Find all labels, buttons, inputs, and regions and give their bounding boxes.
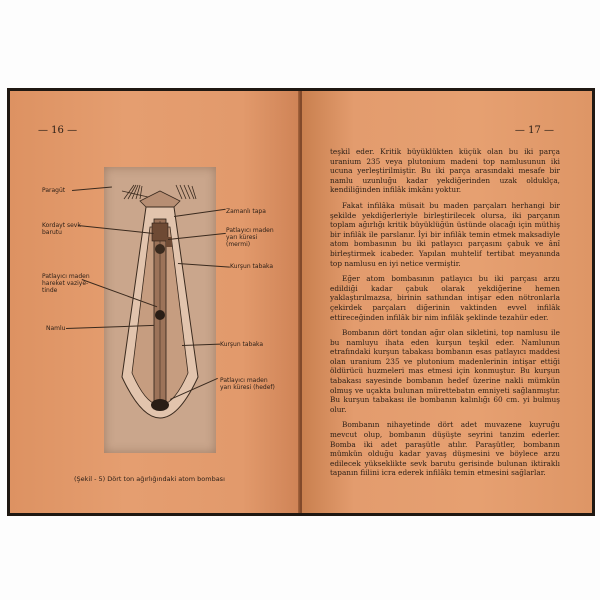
label-zamanli-tapa: Zamanlı tapa	[226, 208, 266, 215]
paragraph: teşkil eder. Kritik büyüklükten küçük olan bu iki parça uranium 235 veya plutonium madeni top namlusunun iki ucuna yerleştirilmiştir. Bu iki parça arasındaki mesafe bir namlu uzunluğu kadar yekdiğerinden uzak olduklça, kendiliğinden infilâk imkânı yoktur.	[330, 147, 560, 195]
label-patlayici-kuresi-hedef: Patlayıcı maden yarı küresi (hedef)	[220, 377, 275, 391]
book-spread	[7, 88, 595, 516]
right-page	[302, 91, 592, 513]
label-kursun-tabaka-2: Kurşun tabaka	[220, 341, 264, 348]
paragraph: Fakat infilâka müsait bu maden parçaları herhangi bir şekilde yekdiğerleriyle birleştirilecek olursa, iki parçanın toplam ağırlığı kritik büyüklüğün üstünde olacağı için müthiş bir infilâk ile parslanır. İyi bir infilâk temin etmek maksadiyle atom bombasının bu iki patlayıcı parçasını çabuk ve ânî birleştirmek icabeder. Yapılan muhtelif tertibat meyanında top namlusu en iyi netice vermiştir.	[330, 200, 560, 268]
label-namlu: Namlu	[46, 325, 66, 332]
right-page-number: — 17 —	[514, 125, 554, 136]
target-hemisphere	[151, 399, 169, 411]
paragraph: Bombanın nihayetinde dört adet muvazene kuyruğu mevcut olup, bombanın düşüşte seyrini tanzim ederler. Bomba iki adet paraşütle atılır. Paraşütler, bombanın mümkün olduğu kadar yavaş düşmesini ve böylece arzu edilecek yükseklikte sevk barutu gerisinde bulunan iktiraklı tapanın fiilini icra ederek infilâkı temin etmesini sağlarlar.	[330, 420, 560, 478]
label-patlayici-kuresi-mermi: Patlayıcı maden yarı küresi (mermi)	[226, 227, 274, 248]
moving-charge	[155, 310, 165, 320]
projectile-hemisphere	[155, 244, 165, 254]
bomb-cross-section-drawing	[104, 167, 216, 453]
left-page	[10, 91, 300, 513]
paragraph: Bombanın dört tondan ağır olan sikletini, top namlusu ile bu namluyu ihata eden kurşun teşkil eder. Namlunun etrafındaki kurşun tabakası bombanın esas patlayıcı maddesi olan uranium 235 ve plutonium madenlerinin intişar ettiği öldürücü huzmeleri mas etmesi için konmuştur. Bu kurşun tabakası sayesinde bombanın hedef üzerine nakli mümkün olmuş ve uçakta bulunan mürettebatın emniyeti sağlanmıştır. Bu kurşun tabakası ile bombanın kalınlığı 60 cm. yi bulmuş olur.	[330, 328, 560, 414]
label-kursun-tabaka-1: Kurşun tabaka	[230, 263, 274, 270]
atom-bomb-diagram	[104, 167, 216, 453]
paragraph: Eğer atom bombasının patlayıcı bu iki parçası arzu edildiği kadar çabuk olarak yekdiğerine hemen yaklaştırılmazsa, birinin sathından intişar eden nötronlarla çekirdek parçaları diğerinin vaktinden evvel infilâk ettireceğinden infilâk bir nim infilâk şeklinde tezahür eder.	[330, 274, 560, 322]
figure-caption: (Şekil - 5) Dört ton ağırlığındaki atom bombası	[74, 475, 225, 483]
label-paragut: Paragüt	[42, 187, 66, 194]
body-text	[330, 147, 560, 484]
label-kordayt: Kordayt sevk barutu	[42, 222, 81, 236]
left-page-number: — 16 —	[38, 125, 78, 136]
label-patlayici-hareket: Patlayıcı maden hareket vaziye- tinde	[42, 273, 90, 294]
